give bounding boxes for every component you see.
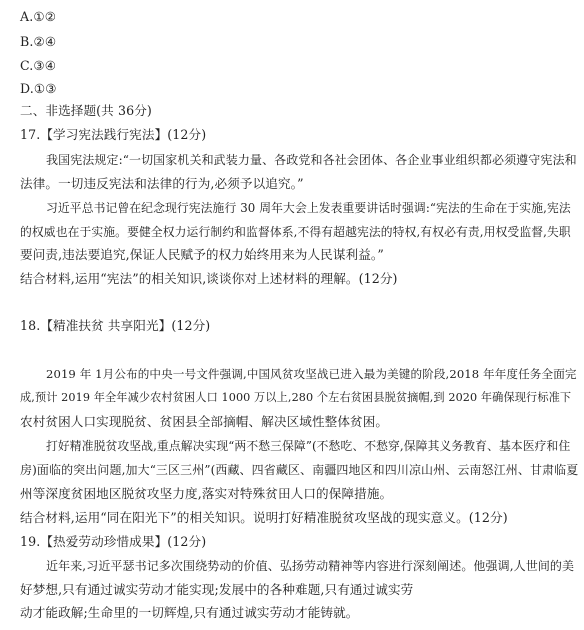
q18-paragraph2-line3: 州等深度贫困地区脱贫攻坚力度,落实对特殊贫田人口的保障措施。	[20, 486, 393, 501]
q19-paragraph1-line3: 动才能政解;生命里的一切辉煌,只有通过诚实劳动才能铸就。	[20, 605, 359, 620]
q17-paragraph2-line3: 要问责,违法要追究,保证人民赋予的权力始终用来为人民谋利益。”	[20, 247, 384, 262]
option-b-letter: B.	[20, 34, 34, 49]
option-b-text: ②④	[33, 34, 57, 49]
option-d-text: ①③	[33, 81, 57, 96]
option-d-letter: D.	[20, 81, 34, 96]
q18-title: 18.【精准扶贫 共享阳光】(12分)	[20, 318, 211, 333]
option-a-text: ①②	[33, 9, 57, 24]
option-d	[20, 82, 57, 96]
option-a-letter: A.	[20, 9, 34, 24]
option-c-letter: C.	[20, 58, 34, 73]
q18-paragraph2-line1: 打好精准脱贫攻坚战,重点解决实现“两不愁三保障”(不愁吃、不愁穿,保障其义务教育、基本医疗和住	[46, 439, 571, 453]
q19-paragraph1-line1: 近年来,习近平瑟书记多次围绕势动的价值、弘扬劳动精神等内容进行深刻阐述。他强调,人世间的美	[46, 559, 575, 573]
section-heading: 二、非选择题(共 36分)	[20, 103, 152, 118]
q19-paragraph1-line2: 好梦想,只有通过诚实劳动才能实现;发展中的各种难题,只有通过诚实劳	[20, 582, 414, 597]
q17-title: 17.【学习宪法践行宪法】(12分)	[20, 127, 207, 142]
q18-paragraph2-line2: 房)面临的突出问题,加大“三区三州”(西藏、四省藏区、南疆四地区和四川凉山州、云南怒江州、甘肃临夏	[20, 463, 579, 477]
option-b	[20, 35, 56, 49]
q18-paragraph1-line1: 2019 年 1月公布的中央一号文件强调,中国风贫攻坚战已进入最为美键的阶段,2018 年年度任务全面完	[46, 367, 577, 381]
q17-paragraph1-line2: 法律。一切违反宪法和法律的行为,必须予以追究。”	[20, 176, 304, 191]
q18-paragraph1-line2: 成,预计 2019 年全年减少农村贫困人口 1000 万以上,280 个左右贫困县脱贫摘帽,到 2020 年确保现行标准下	[20, 391, 572, 404]
option-c	[20, 59, 56, 73]
q18-paragraph1-line3: 农村贫困人口实现脱贫、贫困县全部摘帽、解决区域性整体贫困。	[20, 414, 389, 429]
option-c-text: ③④	[33, 58, 57, 73]
q17-paragraph2-line2: 的权威也在于实施。要健全权力运行制约和监督体系,不得有超越宪法的特权,有权必有责,用权受监督,失职	[20, 225, 571, 239]
q17-paragraph2-line1: 习近平总书记曾在纪念现行宪法施行 30 周年大会上发表重要讲话时强调:“宪法的生命在于实施,宪法	[46, 201, 571, 215]
q18-prompt: 结合材料,运用“同在阳光下”的相关知识。说明打好精准脱贫攻坚战的现实意义。(12分)	[20, 510, 508, 525]
option-a	[20, 10, 56, 24]
q17-prompt: 结合材料,运用“宪法”的相关知识,谈谈你对上述材料的理解。(12分)	[20, 271, 398, 286]
q17-paragraph1-line1: 我国宪法规定:“一切国家机关和武装力量、各政党和各社会团体、各企业事业组织都必须遵守宪法和	[46, 153, 577, 167]
q19-title: 19.【热爱劳动珍惜成果】(12分)	[20, 534, 207, 549]
